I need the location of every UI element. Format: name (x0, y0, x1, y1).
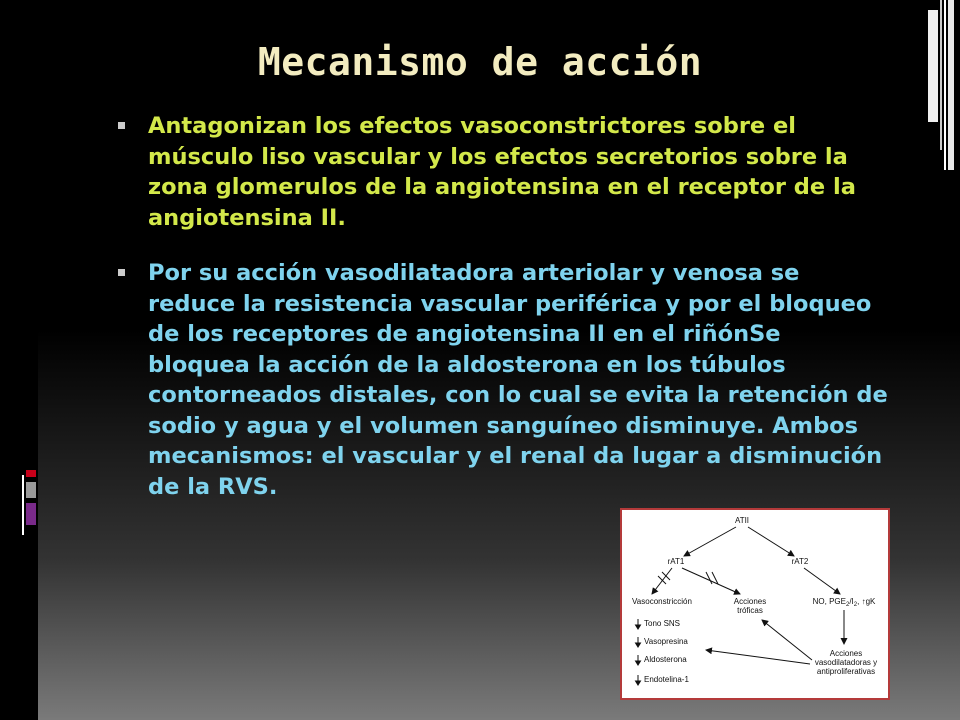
node-rat2: rAT2 (791, 557, 809, 566)
mechanism-diagram (620, 508, 890, 700)
decorative-bar-red (26, 470, 36, 477)
slide-title: Mecanismo de acción (257, 40, 703, 84)
node-acciones-troficas-line2: tróficas (737, 606, 763, 615)
bullet-marker-icon (118, 122, 125, 129)
node-acciones-vasodilatadoras-line1: Acciones (829, 649, 863, 658)
item-tono-sns: Tono SNS (644, 619, 681, 628)
node-vasoconstriccion: Vasoconstricción (632, 597, 692, 606)
item-endotelina: Endotelina-1 (644, 675, 689, 684)
mechanism-diagram-svg (622, 510, 888, 698)
block-mark-right (706, 572, 718, 584)
arrow-acciones-troficas (762, 620, 812, 660)
decorative-bar (944, 0, 946, 170)
node-acciones-vasodilatadoras-line2: vasodilatadoras y (814, 658, 878, 667)
bullet-item (118, 258, 888, 502)
arrow-atii-rat1 (684, 527, 736, 556)
node-acciones-troficas-line1: Acciones (733, 597, 767, 606)
arrow-rat2-mediadores (804, 568, 840, 594)
arrow-acciones-vasopresina (706, 650, 810, 664)
decorative-bar (948, 0, 954, 170)
item-vasopresina: Vasopresina (644, 637, 688, 646)
decorative-bar-purple (26, 503, 36, 525)
bullet-text: Antagonizan los efectos vasoconstrictores sobre el músculo liso vascular y los efectos secretorios sobre la zona glomerulos de la angiotensina en el receptor de la angiotensina II. (148, 113, 856, 231)
decorative-bar-gray (26, 482, 36, 498)
bullet-text: Por su acción vasodilatadora arteriolar y venosa se reduce la resistencia vascular periférica y por el bloqueo de los receptores de angiotensina II en el riñónSe bloquea la acción de la aldosterona en los túbulos contorneados distales, con lo cual se evita la retención de sodio y agua y el volumen sanguíneo disminuye. Ambos mecanismos: el vascular y el renal da lugar a disminución de la RVS. (148, 260, 888, 500)
node-rat1: rAT1 (667, 557, 685, 566)
arrow-rat1-vaso (652, 568, 672, 594)
down-arrow-icons (636, 619, 641, 685)
item-aldosterona: Aldosterona (644, 655, 687, 664)
bullet-marker-icon (118, 269, 125, 276)
arrow-atii-rat2 (748, 527, 794, 556)
node-acciones-vasodilatadoras-line3: antiproliferativas (816, 667, 876, 676)
decorative-bar-white (22, 475, 24, 535)
node-mediadores: NO, $PGE_2/I_2$, ↑gK (812, 597, 876, 608)
node-atii: ATII (734, 516, 750, 525)
bullet-item (118, 111, 888, 233)
